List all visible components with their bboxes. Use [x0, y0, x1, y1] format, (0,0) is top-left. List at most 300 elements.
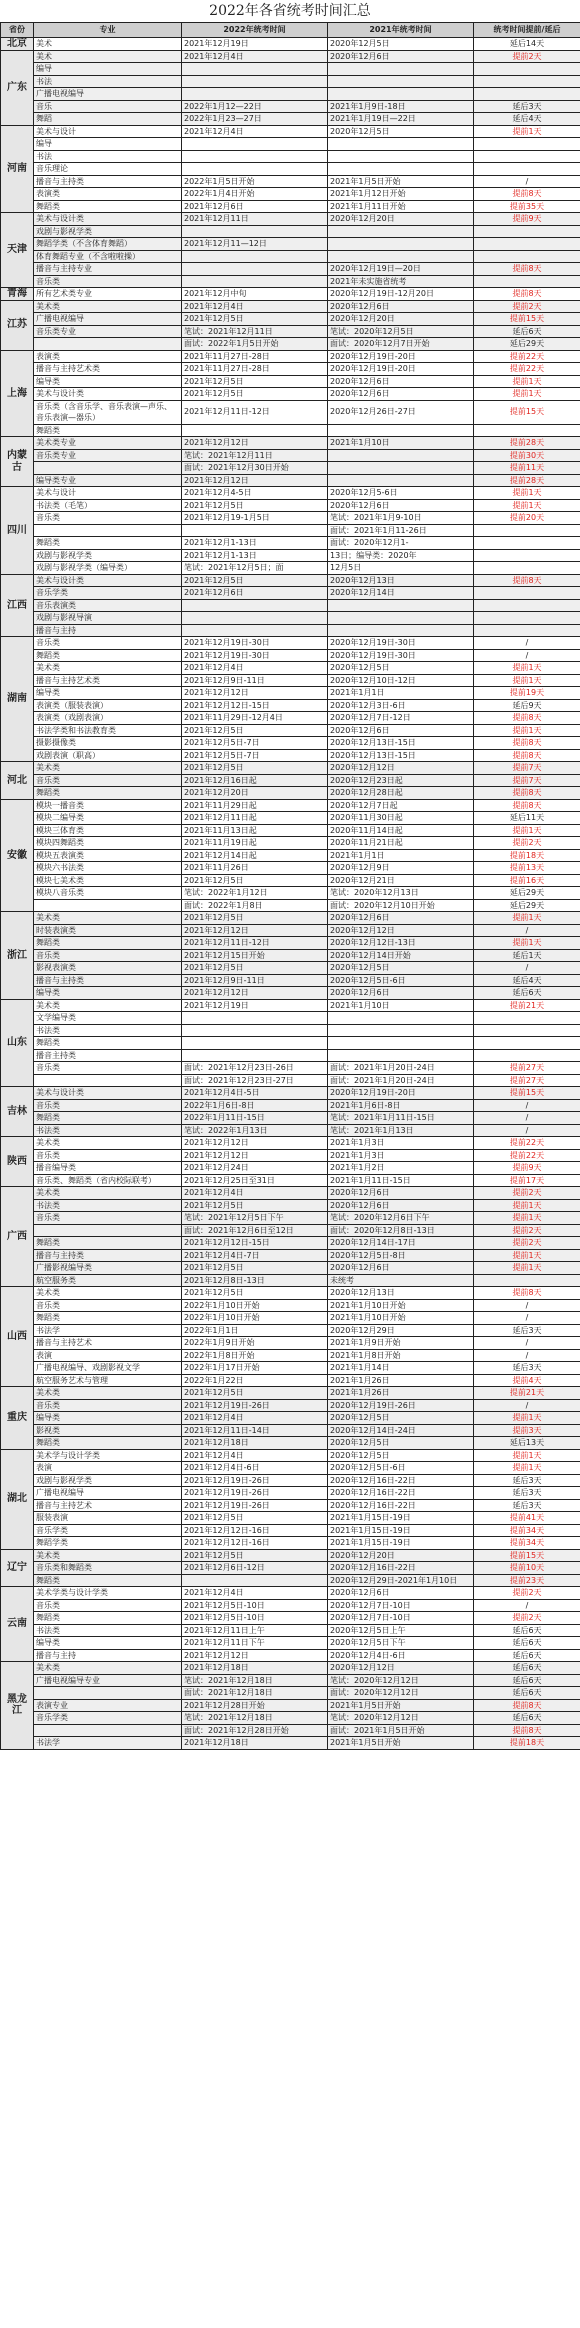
- table-row: [1, 88, 580, 101]
- table-row: [1, 1562, 580, 1575]
- time-2021-cell: 2020年12月16日-22日: [328, 1487, 474, 1500]
- major-cell: 舞蹈类: [34, 787, 182, 800]
- change-cell: 提前8天: [474, 712, 580, 725]
- major-cell: 影视类: [34, 1424, 182, 1437]
- time-2021-cell: 2020年12月16日-22日: [328, 1499, 474, 1512]
- major-cell: 舞蹈类: [34, 537, 182, 550]
- major-cell: [34, 524, 182, 537]
- time-2022-cell: 2021年12月4日: [182, 50, 328, 63]
- time-2021-cell: 2020年12月20日: [328, 1549, 474, 1562]
- time-2022-cell: [182, 138, 328, 151]
- major-cell: 模块二编导类: [34, 812, 182, 825]
- major-cell: 书法类: [34, 1124, 182, 1137]
- change-cell: 延后3天: [474, 1362, 580, 1375]
- time-2022-cell: 2021年12月19日: [182, 38, 328, 51]
- major-cell: 编导类: [34, 1412, 182, 1425]
- time-2021-cell: [328, 462, 474, 475]
- time-2021-cell: 2021年1月2日: [328, 1162, 474, 1175]
- time-2022-cell: 2021年12月11日-12日: [182, 400, 328, 424]
- change-cell: [474, 250, 580, 263]
- province-cell: 河北: [1, 762, 34, 800]
- time-2022-cell: 2021年12月5日: [182, 1287, 328, 1300]
- time-2022-cell: 2021年12月5日: [182, 962, 328, 975]
- table-row: [1, 1112, 580, 1125]
- table-row: [1, 1424, 580, 1437]
- major-cell: 音乐学类: [34, 1712, 182, 1725]
- major-cell: 美术类: [34, 762, 182, 775]
- table-row: [1, 1087, 580, 1100]
- time-2021-cell: 2020年12月5日-8日: [328, 1249, 474, 1262]
- major-cell: 模块五表演类: [34, 849, 182, 862]
- time-2021-cell: 2020年12月28日起: [328, 787, 474, 800]
- time-2022-cell: 2021年12月12日: [182, 1649, 328, 1662]
- time-2021-cell: 2021年1月1日: [328, 687, 474, 700]
- time-2022-cell: 2021年12月1-13日: [182, 549, 328, 562]
- table-row: [1, 1249, 580, 1262]
- time-2021-cell: 2020年12月7日起: [328, 799, 474, 812]
- table-row: [1, 1449, 580, 1462]
- change-cell: 延后29天: [474, 887, 580, 900]
- table-row: [1, 1412, 580, 1425]
- table-row: [1, 1574, 580, 1587]
- table-row: [1, 637, 580, 650]
- change-cell: 提前1天: [474, 724, 580, 737]
- time-2022-cell: 面试：2021年12月23日-27日: [182, 1074, 328, 1087]
- time-2021-cell: 2020年12月4日-6日: [328, 1649, 474, 1662]
- major-cell: 表演类: [34, 350, 182, 363]
- table-row: [1, 1299, 580, 1312]
- major-cell: 影视表演类: [34, 962, 182, 975]
- major-cell: 摄影摄像类: [34, 737, 182, 750]
- major-cell: 模块七美术类: [34, 874, 182, 887]
- change-cell: [474, 1024, 580, 1037]
- table-row: [1, 749, 580, 762]
- change-cell: /: [474, 924, 580, 937]
- table-row: [1, 649, 580, 662]
- change-cell: 提前8天: [474, 1287, 580, 1300]
- major-cell: 舞蹈类: [34, 649, 182, 662]
- major-cell: 美术类专业: [34, 437, 182, 450]
- major-cell: 舞蹈类: [34, 1612, 182, 1625]
- change-cell: 提前1天: [474, 1412, 580, 1425]
- table-row: [1, 1612, 580, 1625]
- major-cell: 航空服务类: [34, 1274, 182, 1287]
- time-2022-cell: [182, 250, 328, 263]
- change-cell: 提前8天: [474, 799, 580, 812]
- time-2022-cell: 2022年1月22日: [182, 1374, 328, 1387]
- table-row: [1, 1287, 580, 1300]
- change-cell: /: [474, 1399, 580, 1412]
- change-cell: 延后1天: [474, 949, 580, 962]
- time-2022-cell: [182, 1012, 328, 1025]
- time-2021-cell: 12月5日: [328, 562, 474, 575]
- time-2022-cell: 面试：2021年12月28日开始: [182, 1724, 328, 1737]
- time-2021-cell: 面试：2020年12月1-: [328, 537, 474, 550]
- province-cell: 山西: [1, 1287, 34, 1387]
- time-2022-cell: 2021年12月4日: [182, 1187, 328, 1200]
- major-cell: 播音主持类: [34, 1049, 182, 1062]
- time-2021-cell: 2021年1月10日: [328, 999, 474, 1012]
- change-cell: 提前1天: [474, 1462, 580, 1475]
- time-2021-cell: 2020年12月5日: [328, 1449, 474, 1462]
- major-cell: 所有艺术类专业: [34, 288, 182, 301]
- time-2021-cell: [328, 1012, 474, 1025]
- time-2022-cell: 2021年12月12日: [182, 987, 328, 1000]
- table-row: [1, 1637, 580, 1650]
- table-row: [1, 937, 580, 950]
- major-cell: [34, 1224, 182, 1237]
- time-2021-cell: [328, 225, 474, 238]
- major-cell: 编导类: [34, 987, 182, 1000]
- header-major: 专业: [34, 23, 182, 38]
- time-2021-cell: 面试：2020年12月10日开始: [328, 899, 474, 912]
- table-row: [1, 1187, 580, 1200]
- time-2021-cell: 2021年1月5日开始: [328, 1737, 474, 1750]
- table-row: [1, 1237, 580, 1250]
- change-cell: [474, 63, 580, 76]
- major-cell: 舞蹈类: [34, 424, 182, 437]
- province-cell: 四川: [1, 487, 34, 575]
- time-2021-cell: 2020年12月6日: [328, 1587, 474, 1600]
- change-cell: [474, 1274, 580, 1287]
- table-row: [1, 1624, 580, 1637]
- major-cell: 美术与设计类: [34, 574, 182, 587]
- time-2022-cell: 笔试：2021年12月18日: [182, 1674, 328, 1687]
- time-2022-cell: 2021年12月14日起: [182, 849, 328, 862]
- table-row: [1, 38, 580, 51]
- time-2021-cell: 未统考: [328, 1274, 474, 1287]
- time-2021-cell: 2020年12月12日-13日: [328, 937, 474, 950]
- time-2021-cell: 2020年12月5-6日: [328, 487, 474, 500]
- time-2022-cell: 2021年12月6日: [182, 200, 328, 213]
- change-cell: 提前11天: [474, 462, 580, 475]
- province-cell: 北京: [1, 38, 34, 51]
- major-cell: 表演类: [34, 188, 182, 201]
- change-cell: 提前1天: [474, 674, 580, 687]
- table-row: [1, 1137, 580, 1150]
- time-2021-cell: 面试：2020年12月8日-13日: [328, 1224, 474, 1237]
- time-2022-cell: 2022年1月10日开始: [182, 1312, 328, 1325]
- change-cell: 提前9天: [474, 1162, 580, 1175]
- table-row: [1, 787, 580, 800]
- table-row: [1, 388, 580, 401]
- major-cell: 模块六书法类: [34, 862, 182, 875]
- change-cell: 提前8天: [474, 263, 580, 276]
- major-cell: 音乐学类: [34, 1524, 182, 1537]
- time-2022-cell: 2021年12月5日-10日: [182, 1599, 328, 1612]
- table-row: [1, 125, 580, 138]
- table-row: [1, 974, 580, 987]
- table-row: [1, 250, 580, 263]
- change-cell: 延后13天: [474, 1437, 580, 1450]
- major-cell: 编导类: [34, 1637, 182, 1650]
- change-cell: 延后6天: [474, 1624, 580, 1637]
- table-row: [1, 687, 580, 700]
- time-2021-cell: [328, 75, 474, 88]
- change-cell: 提前41天: [474, 1512, 580, 1525]
- table-row: [1, 699, 580, 712]
- major-cell: 播音与主持类: [34, 1249, 182, 1262]
- time-2021-cell: 笔试：2020年12月13日: [328, 887, 474, 900]
- time-2022-cell: 面试：2021年12月6日至12日: [182, 1224, 328, 1237]
- table-row: [1, 924, 580, 937]
- change-cell: 提前8天: [474, 188, 580, 201]
- time-2021-cell: 2020年12月16日-22日: [328, 1562, 474, 1575]
- major-cell: 表演: [34, 1349, 182, 1362]
- time-2021-cell: 面试：2021年1月5日开始: [328, 1724, 474, 1737]
- time-2022-cell: 2021年12月19-1月5日: [182, 512, 328, 525]
- time-2022-cell: [182, 63, 328, 76]
- major-cell: 美术类: [34, 1662, 182, 1675]
- time-2021-cell: 2021年1月5日开始: [328, 175, 474, 188]
- table-row: [1, 1474, 580, 1487]
- table-row: [1, 1599, 580, 1612]
- time-2021-cell: 2020年12月29日: [328, 1324, 474, 1337]
- table-row: [1, 849, 580, 862]
- time-2022-cell: 2021年12月5日-7日: [182, 749, 328, 762]
- table-row: [1, 1337, 580, 1350]
- time-2022-cell: 2021年12月18日: [182, 1662, 328, 1675]
- major-cell: 编导: [34, 138, 182, 151]
- table-row: [1, 1074, 580, 1087]
- table-row: [1, 512, 580, 525]
- major-cell: 模块四舞蹈类: [34, 837, 182, 850]
- table-row: [1, 1499, 580, 1512]
- change-cell: 延后6天: [474, 1687, 580, 1700]
- major-cell: 播音与主持类: [34, 974, 182, 987]
- major-cell: 美术类: [34, 1137, 182, 1150]
- change-cell: 提前2天: [474, 1224, 580, 1237]
- time-2021-cell: [328, 150, 474, 163]
- major-cell: 舞蹈类: [34, 1312, 182, 1325]
- change-cell: [474, 238, 580, 251]
- change-cell: 延后6天: [474, 1674, 580, 1687]
- major-cell: 音乐理论: [34, 163, 182, 176]
- time-2021-cell: 2021年1月9日开始: [328, 1337, 474, 1350]
- time-2022-cell: 2021年12月12日: [182, 437, 328, 450]
- change-cell: 提前2天: [474, 1237, 580, 1250]
- time-2022-cell: 2021年11月27日-28日: [182, 350, 328, 363]
- time-2021-cell: 2020年12月6日: [328, 388, 474, 401]
- time-2022-cell: 2021年12月12日: [182, 1149, 328, 1162]
- major-cell: 美术学类与设计学类: [34, 1587, 182, 1600]
- major-cell: 音乐表演类: [34, 599, 182, 612]
- change-cell: [474, 587, 580, 600]
- change-cell: [474, 562, 580, 575]
- province-cell: 重庆: [1, 1387, 34, 1450]
- time-2022-cell: 2021年12月12日-15日: [182, 1237, 328, 1250]
- change-cell: 提前22天: [474, 1137, 580, 1150]
- change-cell: [474, 524, 580, 537]
- change-cell: 提前34天: [474, 1524, 580, 1537]
- major-cell: 音乐类: [34, 275, 182, 288]
- time-2021-cell: 2021年1月15日-19日: [328, 1512, 474, 1525]
- major-cell: 舞蹈类: [34, 1037, 182, 1050]
- table-row: [1, 400, 580, 424]
- time-2022-cell: 2021年12月5日: [182, 1199, 328, 1212]
- table-row: [1, 874, 580, 887]
- time-2021-cell: 2020年12月19日-26日: [328, 1399, 474, 1412]
- time-2022-cell: 2021年12月11—12日: [182, 238, 328, 251]
- change-cell: 提前1天: [474, 1199, 580, 1212]
- change-cell: [474, 612, 580, 625]
- table-row: [1, 313, 580, 326]
- time-2022-cell: [182, 612, 328, 625]
- major-cell: 书法类: [34, 1199, 182, 1212]
- change-cell: 提前2天: [474, 300, 580, 313]
- table-row: [1, 175, 580, 188]
- change-cell: 提前15天: [474, 1087, 580, 1100]
- time-2021-cell: 2020年12月12日: [328, 762, 474, 775]
- table-row: [1, 549, 580, 562]
- major-cell: 音乐类、舞蹈类（省内校际联考）: [34, 1174, 182, 1187]
- major-cell: 舞蹈类: [34, 937, 182, 950]
- time-2021-cell: 笔试：2020年12月12日: [328, 1674, 474, 1687]
- table-row: [1, 837, 580, 850]
- major-cell: 音乐: [34, 100, 182, 113]
- major-cell: 戏剧表演（职高）: [34, 749, 182, 762]
- time-2021-cell: 2020年12月26日-27日: [328, 400, 474, 424]
- table-row: [1, 138, 580, 151]
- change-cell: /: [474, 175, 580, 188]
- change-cell: 延后6天: [474, 987, 580, 1000]
- table-row: [1, 1049, 580, 1062]
- table-row: [1, 225, 580, 238]
- table-header-row: [1, 23, 580, 38]
- change-cell: 延后3天: [474, 1324, 580, 1337]
- major-cell: 广播电视编导、戏剧影视文学: [34, 1362, 182, 1375]
- time-2022-cell: 2021年12月5日: [182, 724, 328, 737]
- time-2022-cell: 2021年12月11日下午: [182, 1637, 328, 1650]
- change-cell: 延后3天: [474, 1474, 580, 1487]
- header-change: 统考时间提前/延后: [474, 23, 580, 38]
- table-row: [1, 537, 580, 550]
- major-cell: 音乐类: [34, 1599, 182, 1612]
- change-cell: [474, 1037, 580, 1050]
- change-cell: 提前1天: [474, 1249, 580, 1262]
- time-2021-cell: 2021年未实施省统考: [328, 275, 474, 288]
- time-2021-cell: 2021年1月5日开始: [328, 1699, 474, 1712]
- change-cell: 提前18天: [474, 849, 580, 862]
- major-cell: 舞蹈: [34, 113, 182, 126]
- major-cell: [34, 1724, 182, 1737]
- major-cell: 音乐类: [34, 637, 182, 650]
- time-2022-cell: 2021年12月6日: [182, 587, 328, 600]
- time-2021-cell: 2021年1月11日开始: [328, 200, 474, 213]
- change-cell: /: [474, 649, 580, 662]
- major-cell: 舞蹈学类（不含体育舞蹈）: [34, 238, 182, 251]
- time-2022-cell: 2021年12月4日-7日: [182, 1249, 328, 1262]
- change-cell: 提前7天: [474, 762, 580, 775]
- time-2021-cell: 面试：2021年1月20日-24日: [328, 1062, 474, 1075]
- major-cell: 播音与主持艺术类: [34, 363, 182, 376]
- major-cell: 文学编导类: [34, 1012, 182, 1025]
- time-2021-cell: [328, 612, 474, 625]
- time-2021-cell: 2020年12月9日: [328, 862, 474, 875]
- table-row: [1, 599, 580, 612]
- major-cell: 播音与主持艺术: [34, 1337, 182, 1350]
- major-cell: 书法学类和书法教育类: [34, 724, 182, 737]
- province-cell: 天津: [1, 213, 34, 288]
- major-cell: 广播电视编导: [34, 1487, 182, 1500]
- table-row: [1, 200, 580, 213]
- table-row: [1, 1174, 580, 1187]
- time-2022-cell: 2022年1月10日开始: [182, 1299, 328, 1312]
- table-row: [1, 1012, 580, 1025]
- time-2021-cell: [328, 474, 474, 487]
- table-row: [1, 75, 580, 88]
- major-cell: 美术与设计类: [34, 213, 182, 226]
- change-cell: 提前1天: [474, 1262, 580, 1275]
- time-2022-cell: 2021年12月6日-12日: [182, 1562, 328, 1575]
- time-2022-cell: 2022年1月12—22日: [182, 100, 328, 113]
- table-row: [1, 275, 580, 288]
- time-2022-cell: [182, 75, 328, 88]
- change-cell: 提前2天: [474, 1187, 580, 1200]
- time-2022-cell: 2022年1月4日开始: [182, 188, 328, 201]
- table-row: [1, 462, 580, 475]
- time-2021-cell: 2020年12月19日-20日: [328, 363, 474, 376]
- table-row: [1, 662, 580, 675]
- major-cell: 美术类: [34, 1549, 182, 1562]
- table-row: [1, 338, 580, 351]
- time-2022-cell: 笔试：2021年12月11日: [182, 325, 328, 338]
- time-2022-cell: 2021年12月20日: [182, 787, 328, 800]
- table-row: [1, 962, 580, 975]
- major-cell: 音乐类: [34, 1212, 182, 1225]
- table-row: [1, 1149, 580, 1162]
- table-row: [1, 574, 580, 587]
- change-cell: 提前8天: [474, 787, 580, 800]
- change-cell: 提前8天: [474, 574, 580, 587]
- major-cell: 书法学: [34, 1737, 182, 1750]
- major-cell: 书法类: [34, 1024, 182, 1037]
- change-cell: 提前9天: [474, 213, 580, 226]
- time-2022-cell: 2021年12月24日: [182, 1162, 328, 1175]
- change-cell: [474, 225, 580, 238]
- time-2022-cell: 2021年12月11日起: [182, 812, 328, 825]
- table-row: [1, 499, 580, 512]
- time-2021-cell: 2020年12月13日-15日: [328, 749, 474, 762]
- table-row: [1, 1487, 580, 1500]
- time-2022-cell: 面试：2021年12月23日-26日: [182, 1062, 328, 1075]
- time-2022-cell: 2021年12月4日: [182, 1412, 328, 1425]
- table-row: [1, 1349, 580, 1362]
- time-2021-cell: 笔试：2020年12月12日: [328, 1712, 474, 1725]
- time-2022-cell: [182, 1049, 328, 1062]
- time-2021-cell: 2020年12月19日-30日: [328, 649, 474, 662]
- time-2021-cell: 2021年1月10日: [328, 437, 474, 450]
- time-2021-cell: 面试：2020年12月7日开始: [328, 338, 474, 351]
- table-row: [1, 1262, 580, 1275]
- major-cell: 播音与主持艺术: [34, 1499, 182, 1512]
- time-2022-cell: 2022年1月11日-15日: [182, 1112, 328, 1125]
- major-cell: 音乐类: [34, 1149, 182, 1162]
- time-2022-cell: 2021年12月11日: [182, 213, 328, 226]
- major-cell: 音乐类专业: [34, 449, 182, 462]
- table-row: [1, 774, 580, 787]
- major-cell: 戏剧与影视学类: [34, 549, 182, 562]
- change-cell: 提前8天: [474, 1699, 580, 1712]
- change-cell: 提前1天: [474, 1212, 580, 1225]
- time-2022-cell: 2021年12月19日-26日: [182, 1474, 328, 1487]
- table-row: [1, 424, 580, 437]
- time-2021-cell: 2020年12月6日: [328, 375, 474, 388]
- major-cell: 舞蹈类: [34, 1574, 182, 1587]
- change-cell: 提前1天: [474, 937, 580, 950]
- time-2021-cell: [328, 1024, 474, 1037]
- major-cell: 播音与主持专业: [34, 263, 182, 276]
